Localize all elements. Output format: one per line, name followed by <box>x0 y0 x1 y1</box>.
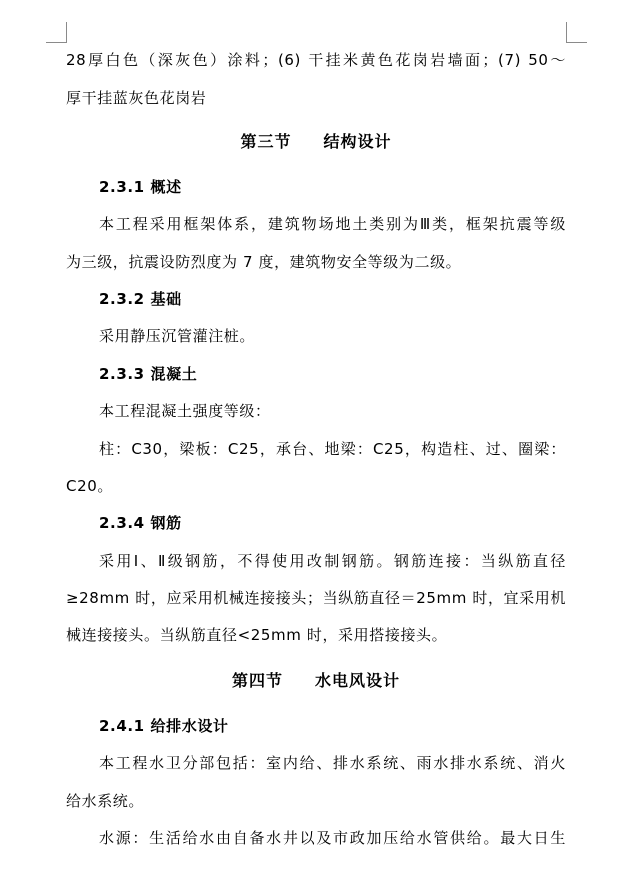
paragraph-line: 本工程混凝土强度等级： <box>99 402 271 420</box>
section-title: 结构设计 <box>323 132 392 151</box>
paragraph-line: C20。 <box>66 477 113 495</box>
paragraph-line: 本工程水卫分部包括：室内给、排水系统、雨水排水系统、消火 <box>99 754 566 772</box>
paragraph-line: 采用Ⅰ、Ⅱ级钢筋，不得使用改制钢筋。钢筋连接：当纵筋直径 <box>99 552 566 570</box>
subsection-heading: 2.3.2 基础 <box>99 290 182 308</box>
paragraph-line: 为三级，抗震设防烈度为 7 度，建筑物安全等级为二级。 <box>66 253 462 271</box>
paragraph-line: 本工程采用框架体系，建筑物场地土类别为Ⅲ类，框架抗震等级 <box>99 215 566 233</box>
paragraph-line: 械连接接头。当纵筋直径<25mm 时，采用搭接接头。 <box>66 626 448 644</box>
paragraph-line: 采用静压沉管灌注桩。 <box>99 327 256 345</box>
paragraph-line: 给水系统。 <box>66 792 145 810</box>
paragraph-line: 厚干挂蓝灰色花岗岩 <box>66 89 207 107</box>
top-left-corner-mark <box>46 22 67 43</box>
section-number: 第三节 <box>240 132 292 151</box>
section-heading-3 <box>66 132 566 152</box>
section-title: 水电风设计 <box>315 671 401 690</box>
section-heading-4 <box>66 671 566 691</box>
subsection-heading: 2.3.1 概述 <box>99 178 182 196</box>
paragraph-line: 水源：生活给水由自备水井以及市政加压给水管供给。最大日生 <box>99 829 566 847</box>
paragraph-line: ≥28mm 时，应采用机械连接接头；当纵筋直径＝25mm 时，宜采用机 <box>66 589 566 607</box>
subsection-heading: 2.4.1 给排水设计 <box>99 717 229 735</box>
paragraph-line: 柱：C30，梁板：C25，承台、地梁：C25，构造柱、过、圈梁： <box>99 440 566 458</box>
paragraph-line: 28厚白色（深灰色）涂料；(6) 干挂米黄色花岗岩墙面；(7) 50～ <box>66 51 566 69</box>
subsection-heading: 2.3.3 混凝土 <box>99 365 198 383</box>
top-right-corner-mark <box>566 22 587 43</box>
section-number: 第四节 <box>231 671 283 690</box>
subsection-heading: 2.3.4 钢筋 <box>99 514 182 532</box>
